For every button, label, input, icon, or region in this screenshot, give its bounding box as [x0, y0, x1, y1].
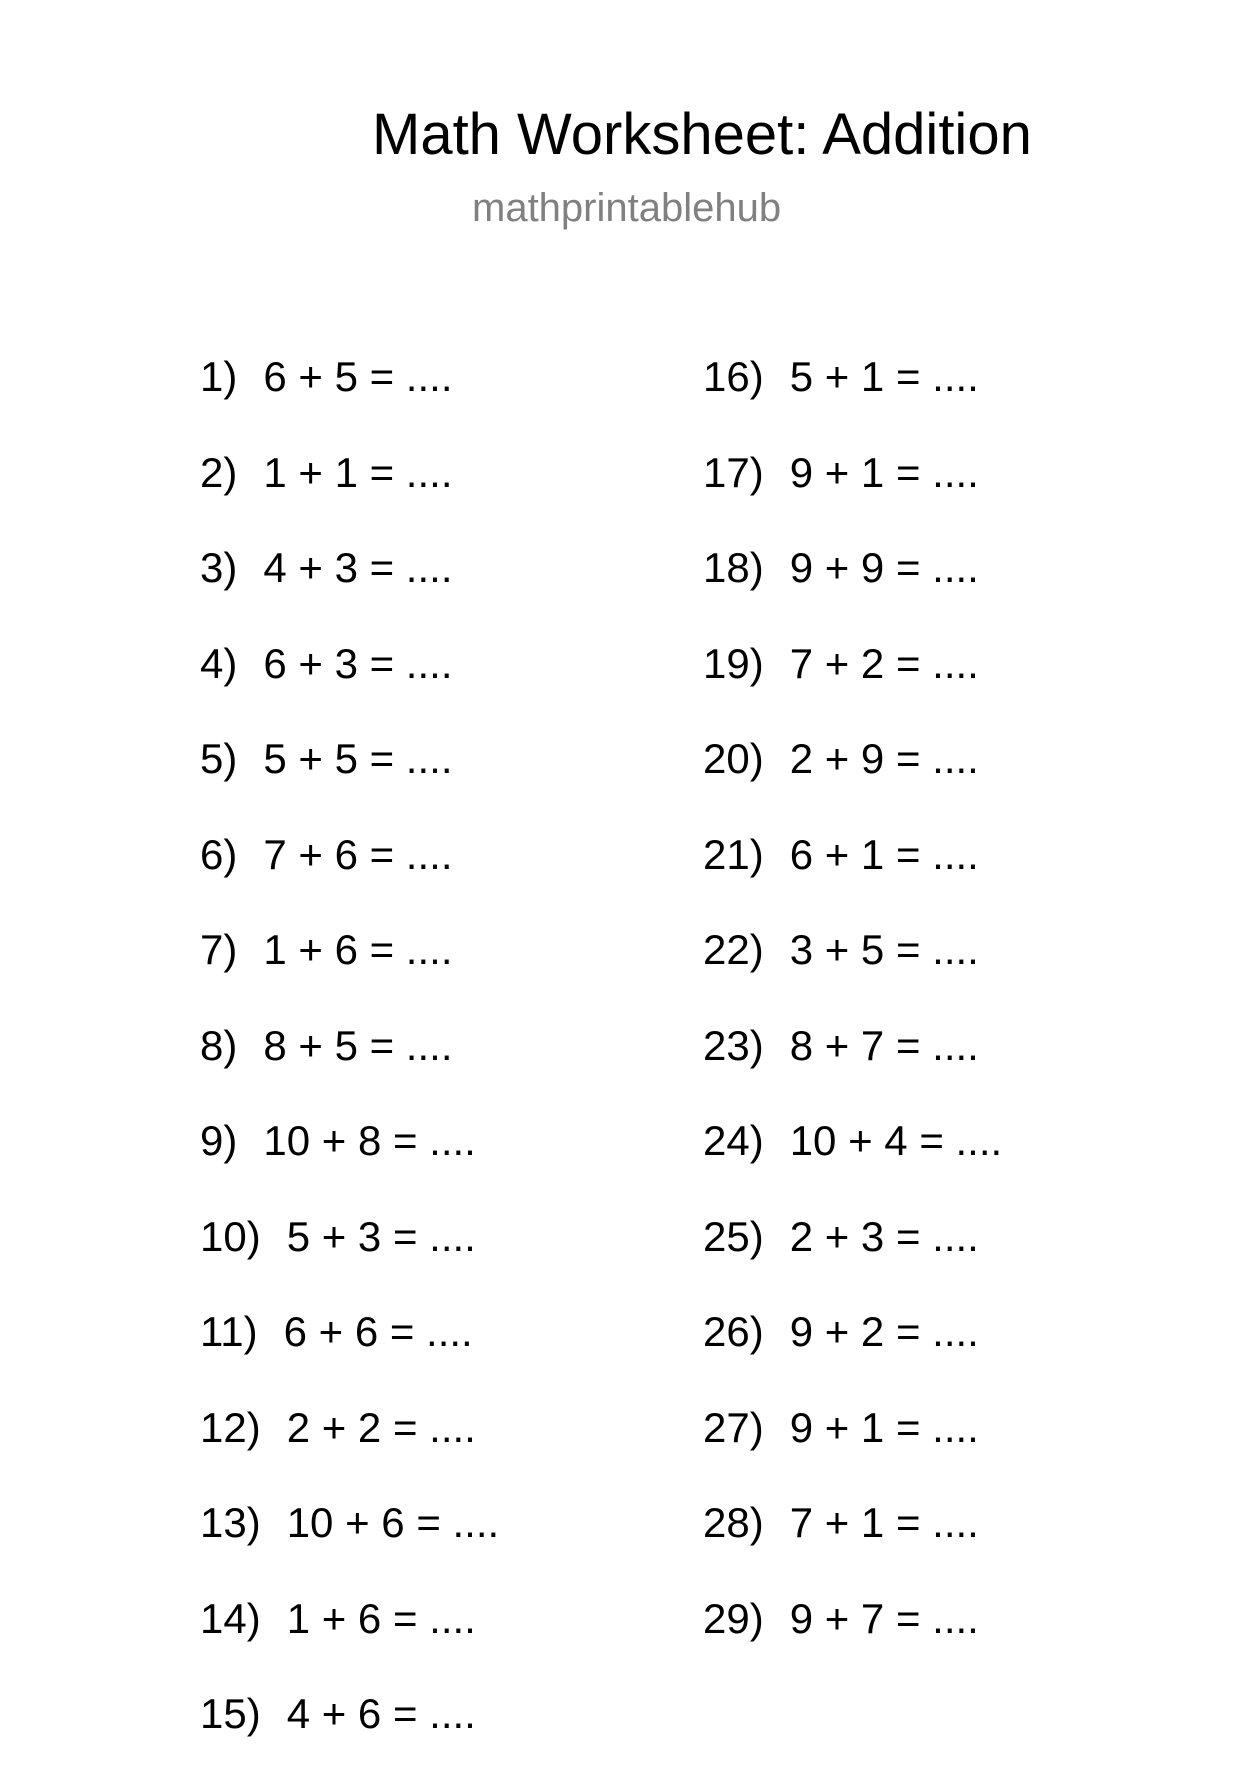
problem-number: 15): [200, 1690, 261, 1737]
problem-number: 19): [703, 639, 764, 687]
problem-number: 2): [200, 448, 238, 496]
problem-number: 23): [703, 1021, 764, 1069]
problem-number: 6): [200, 830, 238, 878]
problem-number: 16): [703, 353, 764, 400]
problem-number: 20): [703, 735, 764, 782]
problem-item: [200, 1016, 499, 1112]
problem-expression: 2 + 3 = ....: [789, 1212, 979, 1260]
problem-item: [703, 729, 1002, 825]
problem-number: 18): [703, 544, 764, 591]
problem-expression: 10 + 6 = ....: [286, 1499, 500, 1546]
problem-expression: 9 + 7 = ....: [789, 1594, 979, 1642]
problem-number: 9): [200, 1117, 238, 1164]
problem-number: 25): [703, 1212, 764, 1260]
problem-item: [703, 443, 1002, 539]
problem-number: 8): [200, 1021, 238, 1069]
problem-number: 29): [703, 1594, 764, 1642]
problem-number: 27): [703, 1403, 764, 1451]
problem-expression: 2 + 2 = ....: [286, 1403, 476, 1451]
problem-number: 17): [703, 448, 764, 496]
problem-expression: 6 + 5 = ....: [263, 353, 453, 400]
problem-item: [703, 347, 1002, 443]
problem-number: 21): [703, 830, 764, 878]
problem-expression: 5 + 3 = ....: [286, 1212, 476, 1260]
problem-expression: 8 + 5 = ....: [263, 1021, 453, 1069]
problem-expression: 8 + 7 = ....: [789, 1021, 979, 1069]
problem-number: 3): [200, 544, 238, 591]
problem-item: [200, 1684, 499, 1780]
problem-number: 1): [200, 353, 238, 400]
problem-expression: 1 + 6 = ....: [263, 926, 453, 973]
problem-number: 14): [200, 1594, 261, 1642]
problem-item: [200, 1207, 499, 1303]
problem-number: 22): [703, 926, 764, 973]
problem-expression: 3 + 5 = ....: [789, 926, 979, 973]
problem-item: [703, 825, 1002, 921]
problem-item: [703, 1016, 1002, 1112]
problem-item: [200, 634, 499, 730]
problem-list-right: [703, 347, 1002, 1684]
problem-expression: 9 + 2 = ....: [789, 1308, 979, 1355]
page-title: Math Worksheet: Addition: [372, 102, 1032, 167]
problem-number: 4): [200, 639, 238, 687]
problem-item: [703, 538, 1002, 634]
problem-expression: 9 + 1 = ....: [789, 448, 979, 496]
problem-number: 24): [703, 1117, 764, 1164]
problem-list-left: [200, 347, 499, 1780]
problem-expression: 7 + 1 = ....: [789, 1499, 979, 1546]
problem-item: [200, 1589, 499, 1685]
problem-expression: 7 + 2 = ....: [789, 639, 979, 687]
problem-expression: 5 + 5 = ....: [263, 735, 453, 782]
problem-item: [703, 1111, 1002, 1207]
problem-number: 11): [200, 1308, 258, 1355]
problem-item: [200, 538, 499, 634]
problem-item: [200, 920, 499, 1016]
problem-expression: 1 + 6 = ....: [286, 1594, 476, 1642]
problem-number: 7): [200, 926, 238, 973]
problem-number: 12): [200, 1403, 261, 1451]
problem-item: [703, 634, 1002, 730]
problem-item: [200, 1302, 499, 1398]
problem-item: [200, 443, 499, 539]
problem-expression: 4 + 6 = ....: [286, 1690, 476, 1737]
problem-expression: 5 + 1 = ....: [789, 353, 979, 400]
problem-item: [200, 825, 499, 921]
problem-item: [703, 1493, 1002, 1589]
problem-number: 10): [200, 1212, 261, 1260]
problem-item: [703, 920, 1002, 1016]
problem-expression: 2 + 9 = ....: [789, 735, 979, 782]
problem-expression: 1 + 1 = ....: [263, 448, 453, 496]
problem-item: [200, 1493, 499, 1589]
problem-expression: 6 + 6 = ....: [283, 1308, 473, 1355]
problem-item: [703, 1302, 1002, 1398]
problem-expression: 10 + 4 = ....: [789, 1117, 1003, 1164]
problem-number: 13): [200, 1499, 261, 1546]
problem-expression: 9 + 1 = ....: [789, 1403, 979, 1451]
problem-item: [200, 1398, 499, 1494]
problem-number: 28): [703, 1499, 764, 1546]
page-subtitle: mathprintablehub: [472, 186, 782, 230]
problem-expression: 10 + 8 = ....: [263, 1117, 476, 1164]
problem-number: 5): [200, 735, 238, 782]
problem-expression: 6 + 3 = ....: [263, 639, 453, 687]
problem-item: [703, 1398, 1002, 1494]
problem-number: 26): [703, 1308, 764, 1355]
problem-item: [200, 729, 499, 825]
problem-expression: 4 + 3 = ....: [263, 544, 453, 591]
problem-expression: 9 + 9 = ....: [789, 544, 979, 591]
problem-item: [200, 1111, 499, 1207]
problem-item: [200, 347, 499, 443]
problem-item: [703, 1589, 1002, 1685]
problem-item: [703, 1207, 1002, 1303]
problem-expression: 7 + 6 = ....: [263, 830, 453, 878]
problem-expression: 6 + 1 = ....: [789, 830, 979, 878]
